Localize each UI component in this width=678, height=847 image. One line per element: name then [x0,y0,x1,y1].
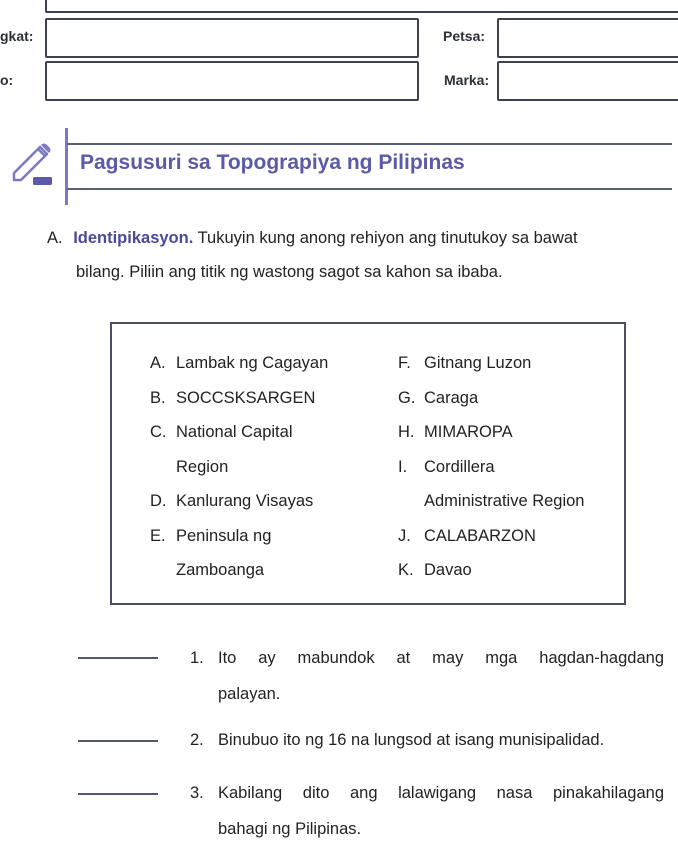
choice-item [398,346,585,381]
choice-letter: E. [150,526,166,545]
question-1 [190,640,664,712]
choice-text-line: Cordillera [424,457,495,476]
choice-text [176,346,328,381]
choice-text-line: Lambak ng Cagayan [176,354,329,372]
choice-text-line: Administrative Region [424,492,585,510]
choice-text-line: Davao [424,561,472,579]
pangkat-field[interactable] [45,18,419,58]
pencil-icon [8,140,58,190]
choice-text [424,519,536,554]
choice-letter: F. [398,354,411,372]
choice-text [424,553,472,588]
title-rule-top [67,143,672,145]
choice-text [424,381,478,416]
choice-text [424,415,513,450]
question-2 [190,722,664,758]
choice-text-line: Region [176,457,229,476]
choice-text-line: Caraga [424,388,479,407]
choice-item [150,381,328,416]
page-title: Pagsusuri sa Topograpiya ng Pilipinas [80,151,465,174]
choice-letter: C. [150,423,167,441]
question-number: 1. [190,649,204,667]
instructions-line-2: bilang. Piliin ang titik ng wastong sagot sa kahon sa ibaba. [76,263,503,281]
choice-item [398,450,585,519]
choice-text [176,381,315,416]
choices-right-column [398,346,585,588]
choices-left-column [150,346,328,588]
choice-text-line: SOCCSKSARGEN [176,388,316,407]
grade-label: o: [0,72,14,88]
choice-letter: K. [398,561,414,579]
choice-text-line: Kanlurang Visayas [176,492,314,510]
grade-field[interactable] [45,61,419,101]
top-field[interactable] [45,0,678,13]
choice-text [176,484,313,519]
choice-text-line: Zamboanga [176,561,265,579]
choice-item [150,346,328,381]
choice-item [398,519,585,554]
section-a-instructions [47,221,677,289]
question-number: 2. [190,731,204,749]
title-rule-bottom [67,188,672,190]
question-text: Ito ay mabundok at may mga hagdan-hagdang [218,649,664,667]
question-text: Binubuo ito ng 16 na lungsod at isang munisipalidad. [218,731,605,749]
choice-item [150,415,328,484]
choice-item [398,553,585,588]
choice-text-line: Gitnang Luzon [424,354,532,372]
choice-text [424,346,531,381]
pangkat-label: gkat: [0,28,34,44]
section-letter: A. [47,229,63,247]
question-text: palayan. [218,685,281,703]
choice-text-line: CALABARZON [424,526,536,545]
question-number: 3. [190,784,204,802]
title-divider-vertical [65,128,68,205]
choice-letter: G. [398,388,416,407]
marka-field[interactable] [497,61,678,101]
choice-text-line: National Capital [176,423,293,441]
answer-blank-1[interactable] [78,657,158,659]
choice-letter: I. [398,457,408,476]
petsa-label: Petsa: [443,28,486,44]
choice-letter: D. [150,492,167,510]
choice-letter: A. [150,354,166,372]
choice-text [424,450,585,519]
choice-text-line: Peninsula ng [176,526,272,545]
choice-letter: H. [398,423,415,441]
choice-item [398,415,585,450]
choice-letter: J. [398,526,411,545]
section-heading: Identipikasyon. [73,229,194,247]
petsa-field[interactable] [497,18,678,58]
instructions-line-1: Tukuyin kung anong rehiyon ang tinutukoy sa bawat [193,229,578,247]
choice-text-line: MIMAROPA [424,423,513,441]
choice-item [150,519,328,588]
answer-blank-3[interactable] [78,793,158,795]
choice-item [150,484,328,519]
question-3 [190,775,664,847]
question-text: bahagi ng Pilipinas. [218,820,362,838]
question-text: Kabilang dito ang lalawigang nasa pinakahilagang [218,784,664,802]
choice-letter: B. [150,388,166,407]
answer-blank-2[interactable] [78,740,158,742]
choice-text [176,415,292,484]
choice-text [176,519,271,588]
marka-label: Marka: [444,72,490,88]
choices-box [110,322,626,605]
choice-item [398,381,585,416]
